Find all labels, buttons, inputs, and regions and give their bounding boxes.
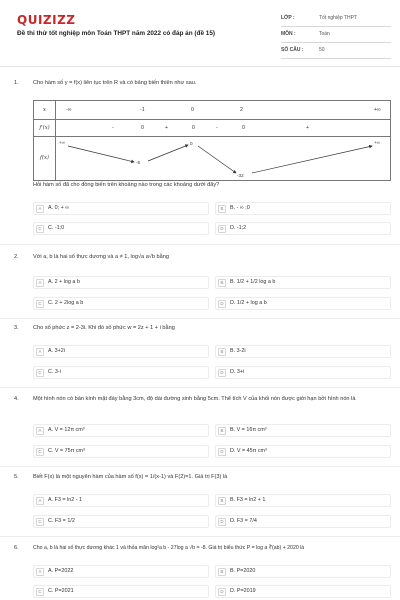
option-letter: A bbox=[36, 427, 44, 435]
question-number: 4. bbox=[14, 396, 19, 402]
option-text: D. P=2019 bbox=[230, 587, 256, 594]
option-text: C. P=2021 bbox=[48, 587, 74, 594]
meta-count-row bbox=[281, 43, 391, 59]
option-c[interactable] bbox=[33, 222, 209, 235]
exam-title: Đề thi thử tốt nghiệp môn Toán THPT năm 2022 có đáp án (đề 15) bbox=[17, 30, 216, 37]
option-text: A. 2 + log a b bbox=[48, 278, 80, 285]
option-letter: B bbox=[218, 568, 226, 576]
option-letter: A bbox=[36, 205, 44, 213]
f-value: -5 bbox=[136, 160, 141, 166]
option-letter: D bbox=[218, 369, 226, 377]
option-letter: C bbox=[36, 448, 44, 456]
meta-value: 50 bbox=[319, 47, 325, 54]
option-a[interactable] bbox=[33, 276, 209, 289]
fp-sign: + bbox=[165, 125, 169, 132]
quizizz-logo[interactable]: QUIZIZZ bbox=[17, 13, 76, 27]
meta-value: Tốt nghiệp THPT bbox=[319, 15, 357, 22]
option-text: B. - ∞ ;0 bbox=[230, 204, 250, 211]
option-text: B. F3 = ln2 + 1 bbox=[230, 496, 266, 503]
table-fp-label: f'(x) bbox=[34, 120, 56, 137]
x-value: 0 bbox=[191, 107, 194, 113]
f-value: +∞ bbox=[59, 140, 65, 146]
question-stem: Biết F(x) là một nguyên hàm của hàm số f(x) = 1/(x-1) và F(2)=1. Giá trị F(3) là bbox=[33, 474, 228, 480]
f-value: -32 bbox=[237, 173, 244, 179]
option-text: C. F3 = 1/2 bbox=[48, 517, 75, 524]
option-d[interactable] bbox=[215, 222, 391, 235]
option-b[interactable] bbox=[215, 276, 391, 289]
option-letter: A bbox=[36, 568, 44, 576]
option-c[interactable] bbox=[33, 515, 209, 528]
variation-table bbox=[33, 100, 391, 181]
question-number: 1. bbox=[14, 80, 19, 86]
option-letter: C bbox=[36, 225, 44, 233]
question-number: 6. bbox=[14, 545, 19, 551]
f-row-arrows bbox=[56, 137, 390, 181]
question-stem: Cho số phức z = 2-3i. Khi đó số phức w = 2z + 1 + i bằng bbox=[33, 325, 175, 331]
x-row-values bbox=[56, 101, 390, 116]
option-text: A. F3 = ln2 - 1 bbox=[48, 496, 83, 503]
option-letter: B bbox=[218, 279, 226, 287]
option-d[interactable] bbox=[215, 445, 391, 458]
option-text: D. 1/2 + log a b bbox=[230, 299, 267, 306]
option-letter: A bbox=[36, 348, 44, 356]
fp-sign: - bbox=[112, 125, 114, 132]
option-a[interactable] bbox=[33, 202, 209, 215]
option-text: C. V = 75π cm³ bbox=[48, 447, 85, 454]
question-number: 3. bbox=[14, 325, 19, 331]
option-c[interactable] bbox=[33, 445, 209, 458]
decreasing-arrow bbox=[68, 146, 134, 162]
meta-class-row bbox=[281, 11, 391, 27]
option-b[interactable] bbox=[215, 202, 391, 215]
option-letter: C bbox=[36, 369, 44, 377]
x-value: -∞ bbox=[66, 107, 72, 113]
option-a[interactable] bbox=[33, 345, 209, 358]
meta-key: LỚP : bbox=[281, 15, 295, 22]
option-letter: D bbox=[218, 448, 226, 456]
option-letter: B bbox=[218, 427, 226, 435]
question-divider bbox=[0, 466, 400, 467]
question-stem: Cho a, b là hai số thực dương khác 1 và thỏa mãn log²a b - 27log a √b = -8. Giá trị biểu thức P = log a ∛(ab) + 2020 là bbox=[33, 545, 305, 551]
fp-row-values bbox=[56, 120, 390, 133]
question-number: 2. bbox=[14, 254, 19, 260]
fp-zero: 0 bbox=[192, 125, 195, 132]
option-letter: B bbox=[218, 205, 226, 213]
table-f-label: f(x) bbox=[34, 137, 56, 181]
option-d[interactable] bbox=[215, 297, 391, 310]
option-text: D. F3 = 7/4 bbox=[230, 517, 257, 524]
x-value: -1 bbox=[140, 107, 145, 113]
option-letter: C bbox=[36, 518, 44, 526]
option-text: A. 3+2i bbox=[48, 347, 65, 354]
option-letter: D bbox=[218, 518, 226, 526]
fp-sign: - bbox=[216, 125, 218, 132]
option-text: B. P=2020 bbox=[230, 567, 256, 574]
option-c[interactable] bbox=[33, 585, 209, 598]
question-stem: Một hình nón có bán kính mặt đáy bằng 3cm, độ dài đường sinh bằng 5cm. Thể tích V của khối nón được giới hạn bởi hình nón là bbox=[33, 396, 356, 402]
question-number: 5. bbox=[14, 474, 19, 480]
x-value: 2 bbox=[240, 107, 243, 113]
increasing-arrow bbox=[252, 146, 372, 173]
question-divider bbox=[0, 318, 400, 319]
increasing-arrow bbox=[148, 145, 188, 161]
option-a[interactable] bbox=[33, 565, 209, 578]
f-value: +∞ bbox=[374, 140, 380, 146]
option-c[interactable] bbox=[33, 297, 209, 310]
meta-value: Toán bbox=[319, 31, 330, 38]
question-divider bbox=[0, 536, 400, 537]
question-divider bbox=[0, 387, 400, 388]
option-letter: C bbox=[36, 588, 44, 596]
meta-key: MÔN : bbox=[281, 31, 296, 38]
option-letter: D bbox=[218, 588, 226, 596]
option-c[interactable] bbox=[33, 366, 209, 379]
option-text: C. 2 + 2log a b bbox=[48, 299, 84, 306]
option-text: B. V = 16π cm³ bbox=[230, 426, 267, 433]
option-letter: B bbox=[218, 348, 226, 356]
exam-header bbox=[0, 0, 400, 66]
question-stem: Với a, b là hai số thực dương và a ≠ 1, log√a a√b bằng bbox=[33, 254, 169, 260]
option-text: C. -1;0 bbox=[48, 224, 65, 231]
header-divider bbox=[0, 66, 400, 67]
option-a[interactable] bbox=[33, 494, 209, 507]
option-letter: A bbox=[36, 279, 44, 287]
option-d[interactable] bbox=[215, 366, 391, 379]
fp-zero: 0 bbox=[242, 125, 245, 132]
option-text: A. V = 12π cm³ bbox=[48, 426, 85, 433]
option-letter: A bbox=[36, 497, 44, 505]
exam-meta bbox=[281, 11, 391, 59]
table-x-row bbox=[56, 101, 391, 120]
table-x-label: x bbox=[34, 101, 56, 120]
fp-sign: + bbox=[306, 125, 310, 132]
option-b[interactable] bbox=[215, 494, 391, 507]
fp-zero: 0 bbox=[141, 125, 144, 132]
question-stem: Cho hàm số y = f(x) liên tục trên R và có bảng biến thiên như sau. bbox=[33, 80, 197, 86]
option-text: A. P=2022 bbox=[48, 567, 74, 574]
option-text: D. -1;2 bbox=[230, 224, 247, 231]
option-b[interactable] bbox=[215, 345, 391, 358]
option-d[interactable] bbox=[215, 585, 391, 598]
question-followup: Hỏi hàm số đã cho đồng biến trên khoảng nào trong các khoảng dưới đây? bbox=[33, 182, 220, 188]
option-letter: D bbox=[218, 225, 226, 233]
option-text: C. 3-i bbox=[48, 368, 61, 375]
option-text: D. 3+i bbox=[230, 368, 245, 375]
table-fp-row bbox=[56, 120, 391, 137]
decreasing-arrow bbox=[198, 146, 236, 173]
option-a[interactable] bbox=[33, 424, 209, 437]
option-b[interactable] bbox=[215, 424, 391, 437]
table-f-row bbox=[56, 137, 391, 181]
option-letter: B bbox=[218, 497, 226, 505]
meta-subject-row bbox=[281, 27, 391, 43]
x-value: +∞ bbox=[374, 107, 381, 113]
option-text: A. 0; + ∞ bbox=[48, 204, 70, 211]
option-b[interactable] bbox=[215, 565, 391, 578]
f-value: 0 bbox=[190, 141, 193, 147]
option-letter: C bbox=[36, 300, 44, 308]
question-divider bbox=[0, 244, 400, 245]
option-text: B. 3-2i bbox=[230, 347, 246, 354]
option-letter: D bbox=[218, 300, 226, 308]
meta-key: SỐ CÂU : bbox=[281, 47, 304, 54]
option-d[interactable] bbox=[215, 515, 391, 528]
option-text: B. 1/2 + 1/2 log a b bbox=[230, 278, 276, 285]
option-text: D. V = 45π cm³ bbox=[230, 447, 267, 454]
